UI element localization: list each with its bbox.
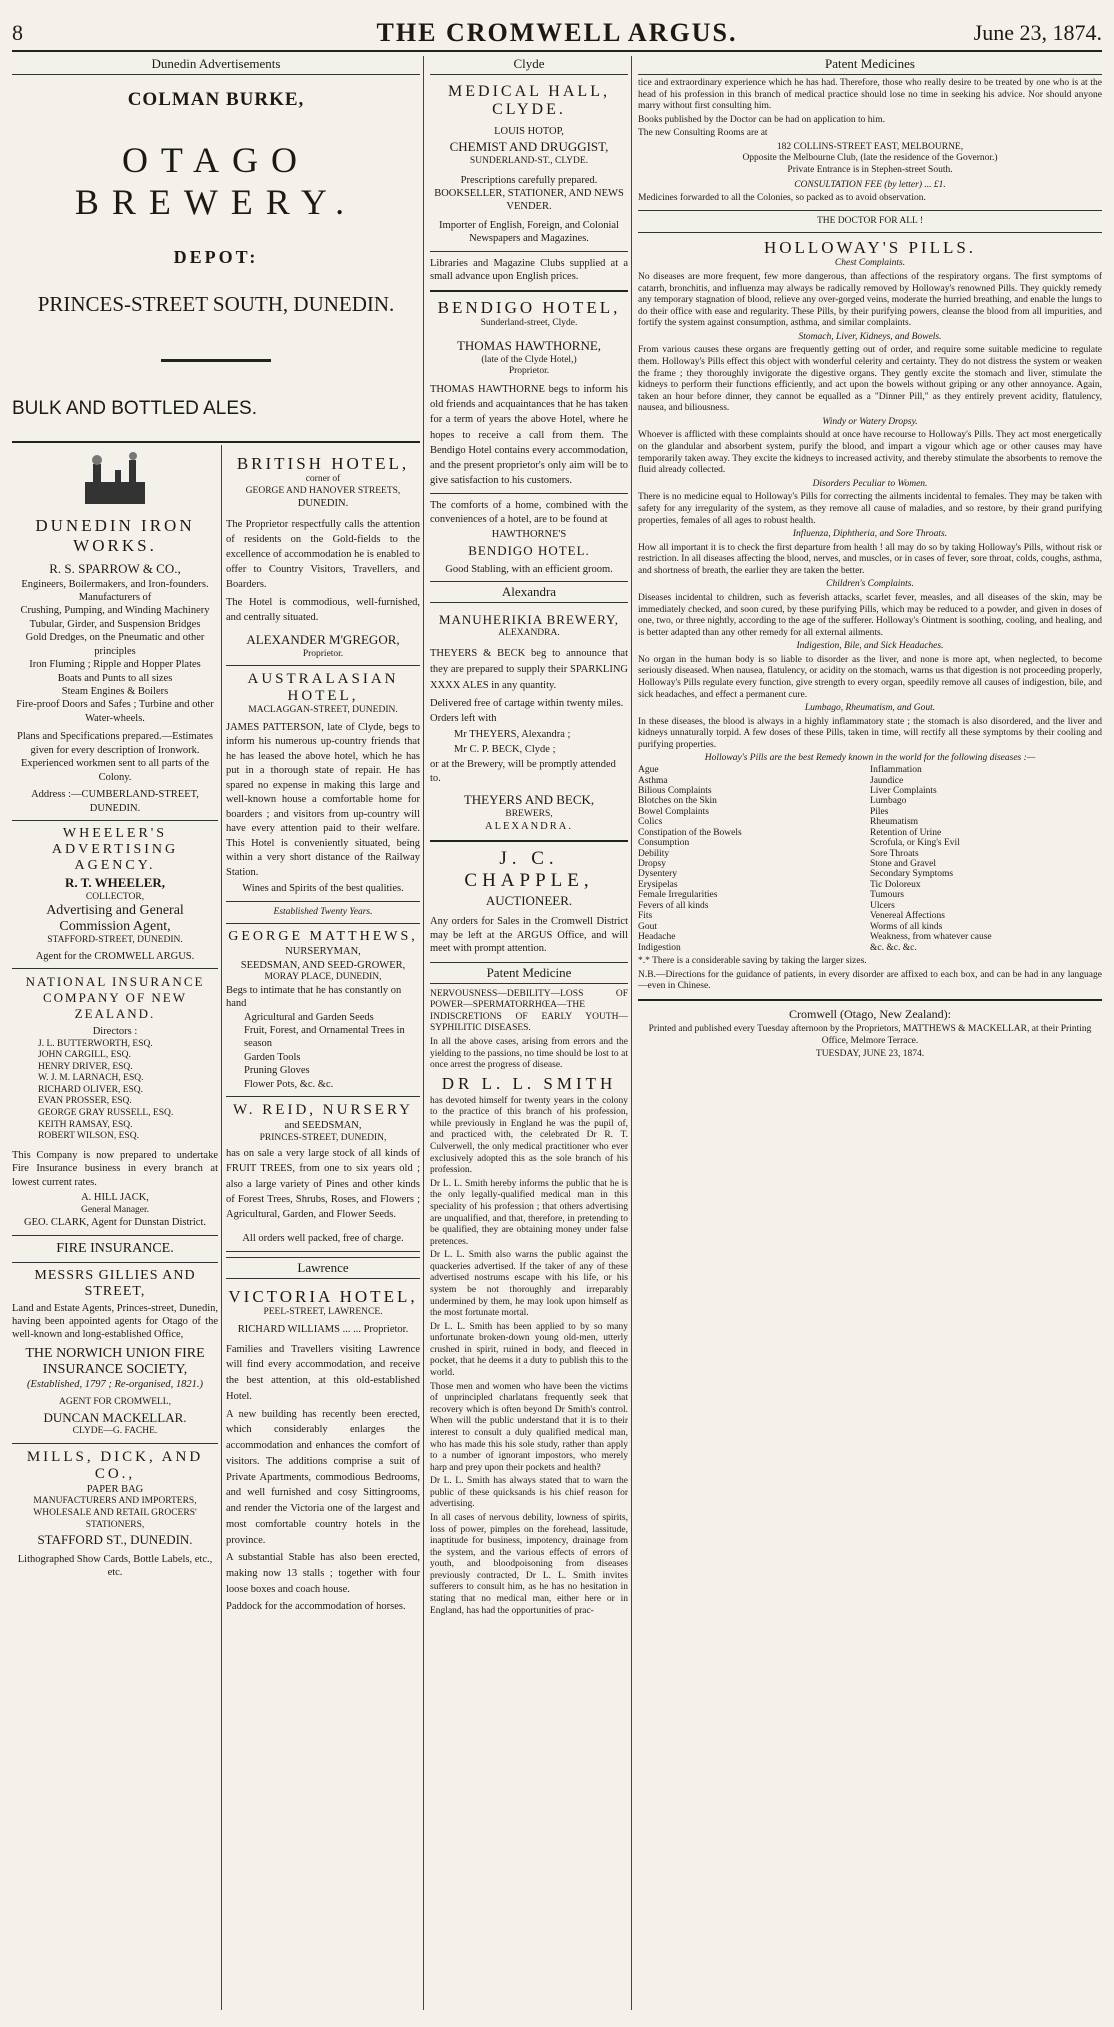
hotop-libraries: Libraries and Magazine Clubs supplied at a small advance upon English prices. (430, 257, 628, 283)
smith-books: Books published by the Doctor can be had on application to him. (638, 114, 885, 125)
bendigo-bh: BENDIGO HOTEL. (468, 542, 590, 558)
holloway-title: HOLLOWAY'S PILLS. (763, 238, 977, 258)
matthews-item: Pruning Gloves (244, 1065, 310, 1077)
theyers-orders: Orders left with (430, 713, 497, 725)
holloway-t4: There is no medicine equal to Holloway's Pills for correcting the ailments incidental to females. They may be taken with safety for any irregularity of the system, as they remove all cause of maladies, and so restore, by their grand purifying properties, females of all ages to robust health. (638, 492, 1102, 526)
otago-brewery-ad (12, 54, 420, 442)
disease-item: Jaundice (870, 775, 904, 786)
bendigo-body: THOMAS HAWTHORNE begs to inform his old friends and acquaintances that he has taken for a term of years the above Hotel, where he hopes to receive a call from them. The Bendigo Hotel contains every accommodation, and the present proprietor's only aim will be to give satisfaction to his customers. (430, 383, 628, 487)
hotop-trade: CHEMIST AND DRUGGIST, (449, 139, 609, 155)
newspaper-title: THE CROMWELL ARGUS. (376, 18, 738, 47)
divider (12, 820, 218, 821)
smith-p4: Dr L. L. Smith has been applied to by so many unfortunate broken-down young old-men, utterly crushed in spirit, ruined in body, and fleeced in pocket, that he deems it a duty to publish this to the world. (430, 1321, 628, 1379)
smith-head: NERVOUSNESS—DEBILITY—LOSS OF POWER—SPERMATORRHŒA—THE INDISCRETIONS OF EARLY YOUTH—SYPHILITIC DISEASES. (430, 988, 628, 1034)
disease-list (638, 765, 1102, 953)
fire-insurance-heading: FIRE INSURANCE. (56, 1240, 174, 1256)
holloway-s2: Stomach, Liver, Kidneys, and Bowels. (798, 331, 942, 342)
disease-item: Weakness, from whatever cause (870, 932, 992, 943)
disease-item: Retention of Urine (870, 827, 942, 838)
wheeler-for: Agent for the CROMWELL ARGUS. (35, 950, 195, 962)
medical-hall-title: MEDICAL HALL, CLYDE. (448, 83, 610, 118)
matthews-item: Flower Pots, &c. &c. (244, 1078, 334, 1090)
bulk-ales: BULK AND BOTTLED ALES. (12, 398, 257, 419)
disease-item: Gout (638, 921, 657, 932)
manuherikia-title: MANUHERIKIA BREWERY, (438, 611, 620, 627)
agent-for-cromwell: AGENT FOR CROMWELL, (59, 1397, 171, 1408)
theyers-sig2: BREWERS, (505, 808, 553, 819)
princes-street: PRINCES-STREET SOUTH, DUNEDIN. (37, 292, 395, 316)
australasian-title: AUSTRALASIAN HOTEL, (247, 671, 399, 705)
page-number: 8 (12, 20, 23, 45)
smith-cont: tice and extraordinary experience which he has had. Therefore, those who really desire to be treated by one who is at the head of his profession in this branch of medical practice should lose no time in seeking his advice. Nor should anyone marry without first consulting him. (638, 78, 1102, 112)
disease-item: Blotches on the Skin (638, 796, 717, 807)
imprint-head: Cromwell (Otago, New Zealand): (789, 1006, 951, 1021)
matthews-item: Fruit, Forest, and Ornamental Trees in season (244, 1024, 405, 1050)
col4-inner (638, 54, 1102, 1061)
divider (430, 493, 628, 494)
disease-list-left (638, 765, 870, 953)
smith-title: DR L. L. SMITH (441, 1073, 617, 1093)
section-heading: Lawrence (226, 1257, 420, 1279)
matthews-items (226, 1011, 420, 1092)
disease-item: Ague (638, 765, 659, 776)
theyers-o2: Mr C. P. BECK, Clyde ; (454, 743, 556, 755)
gillies-title: MESSRS GILLIES AND STREET, (34, 1267, 196, 1299)
column-rule (221, 445, 222, 2010)
theyers-body: THEYERS & BECK beg to announce that they are prepared to supply their SPARKLING XXXX ALES in any quantity. (430, 647, 628, 692)
australasian-street: MACLAGGAN-STREET, DUNEDIN. (248, 705, 398, 716)
australasian-body: JAMES PATTERSON, late of Clyde, begs to inform his numerous up-country friends that he has leased the above hotel, which he has put in a thorough state of repair. He has spared no expense in making this large and well-known house a comfortable home for boarders ; and visitors from up-country will have every attention paid to their welfare. This Hotel is conveniently situated, being within a very short distance of the Railway Station. (226, 721, 420, 878)
wheeler-street: STAFFORD-STREET, DUNEDIN. (47, 935, 183, 946)
iron-line: Boats and Punts to all sizes (57, 672, 173, 684)
disease-item: Tumours (870, 890, 904, 901)
colman-burke: COLMAN BURKE, (127, 89, 305, 110)
holloway-s7: Indigestion, Bile, and Sick Headaches. (796, 641, 944, 652)
imprint-date: TUESDAY, JUNE 23, 1874. (815, 1049, 925, 1060)
masthead (12, 18, 1102, 52)
director: J. L. BUTTERWORTH, ESQ. (38, 1038, 153, 1049)
holloway-s9: Holloway's Pills are the best Remedy known in the world for the following diseases :— (704, 753, 1036, 764)
matthews-est: Established Twenty Years. (273, 906, 373, 917)
smith-private: Private Entrance is in Stephen-street South. (787, 165, 953, 176)
disease-list-right (870, 765, 1102, 953)
gillies-body: Land and Estate Agents, Princes-street, Dunedin, having been appointed agents for Otago of the well-known and long-established Office, (12, 1302, 218, 1341)
divider (12, 968, 218, 969)
matthews-trade2: SEEDSMAN, AND SEED-GROWER, (240, 959, 406, 971)
section-heading: Patent Medicines (638, 54, 1102, 75)
smith-rooms: The new Consulting Rooms are at (638, 128, 768, 139)
section-heading: Alexandra (430, 581, 628, 603)
british-role: Proprietor. (302, 648, 344, 659)
disease-item: Bilious Complaints (638, 785, 712, 796)
disease-item: Inflammation (870, 765, 922, 776)
matthews-title: GEORGE MATTHEWS, (228, 929, 418, 945)
divider (226, 923, 420, 924)
director: HENRY DRIVER, ESQ. (38, 1061, 133, 1072)
divider (430, 290, 628, 292)
holloway-saving: *.* There is a considerable saving by taking the larger sizes. (638, 955, 867, 966)
sparrow: R. S. SPARROW & CO., (49, 561, 181, 576)
divider (226, 1096, 420, 1097)
reid-street: PRINCES-STREET, DUNEDIN, (259, 1132, 387, 1143)
bendigo-comforts: The comforts of a home, combined with the conveniences of a hotel, are to be found at (430, 500, 628, 525)
iron-line: Iron Fluming ; Ripple and Hopper Plates (29, 659, 201, 671)
insurance-title: NATIONAL INSURANCE COMPANY OF NEW ZEALAND. (25, 974, 205, 1022)
iron-line: Crushing, Pumping, and Winding Machinery (20, 605, 210, 617)
column-1 (12, 448, 218, 2008)
smith-p1: has devoted himself for twenty years in the colony to the practice of this branch of his profession, while previously in England he was the pupil of, and practiced with, the celebrated Dr R. T. Culverwell, the only medical practitioner who ever exclusively adopted this as the sole branch of his profession. (430, 1095, 628, 1176)
theyers-sig3: ALEXANDRA. (485, 821, 573, 833)
divider (161, 359, 271, 362)
holloway-t2: From various causes these organs are frequently getting out of order, and require some suitable medicine to regulate them. Holloway's Pills effect this object with wonderful celerity and certainty. They do not distress the system or weaken the frame ; they thoroughly invigorate the digestive organs. They gently excite the stomach and liver, stimulate the kidneys to perform their functions efficiently, and act upon the bowels without griping or any other annoyance. Again, taken an hour before dinner, they cannot be equalled as a "Dinner Pill," as they entirely prevent acidity, flatulency, nausea, and biliousness. (638, 345, 1102, 414)
disease-item: Liver Complaints (870, 785, 937, 796)
director: JOHN CARGILL, ESQ. (38, 1050, 131, 1061)
norwich-est: (Established, 1797 ; Re-organised, 1821.) (26, 1378, 204, 1390)
disease-item: Lumbago (870, 796, 907, 807)
smith-p6: Dr L. L. Smith has always stated that to warn the public of these quicksands is his chief reason for advertising. (430, 1476, 628, 1510)
disease-item: Piles (870, 806, 889, 817)
matthews-intro: Begs to intimate that he has constantly on hand (226, 984, 402, 1010)
disease-item: Fevers of all kinds (638, 900, 709, 911)
insurance-manager-role: General Manager. (80, 1204, 150, 1215)
iron-works-engraving (75, 452, 155, 512)
column-2 (226, 448, 420, 2008)
disease-item: Consumption (638, 838, 690, 849)
holloway-t6: Diseases incidental to children, such as feverish attacks, scarlet fever, measles, and all diseases of the skin, may be immediately checked, and soon cured, by these purifying Pills, which may be reduced to a powder, and given in doses of one, two, or three nightly, according to the age of the sufferer. Holloway's Ointment is soothing, cooling, and healing, and is better adapted than any other remedy for all external ailments. (638, 592, 1102, 638)
disease-item: Rheumatism (870, 817, 919, 828)
iron-line: Gold Dredges, on the Pneumatic and other principles (25, 632, 205, 657)
bendigo-late: (late of the Clyde Hotel,) (481, 354, 577, 365)
disease-item: Erysipelas (638, 879, 678, 890)
disease-item: Constipation of the Bowels (638, 827, 742, 838)
british-p1: The Proprietor respectfully calls the attention of residents on the Gold-fields to the excellence of accommodation he is enabled to offer to Country Visitors, Travellers, and Boarders. (226, 518, 420, 591)
column-rule (423, 56, 424, 2010)
holloway-s5: Influenza, Diphtheria, and Sore Throats. (792, 529, 948, 540)
wheeler-title: WHEELER'S ADVERTISING AGENCY. (51, 825, 179, 873)
smith-p2: Dr L. L. Smith hereby informs the public that he is the only legally-qualified medical man in this speciality of his profession ; that others advertising are unqualified, and that, therefore, in pretending to be qualified, they are obtaining money under false pretences. (430, 1178, 628, 1247)
disease-item: Fits (638, 911, 653, 922)
column-4 (638, 54, 1102, 2010)
mills-litho: Lithographed Show Cards, Bottle Labels, etc., etc. (17, 1553, 213, 1579)
theyers-o3: or at the Brewery, will be promptly attended to. (430, 759, 616, 784)
disease-item: Sore Throats (870, 848, 919, 859)
holloway-s8: Lumbago, Rheumatism, and Gout. (804, 703, 936, 714)
victoria-p4: Paddock for the accommodation of horses. (226, 1600, 406, 1612)
holloway-s1: Chest Complaints. (834, 258, 906, 269)
theyers-sig: THEYERS AND BECK, (463, 792, 595, 808)
iron-trade: Engineers, Boilermakers, and Iron-founders. (21, 578, 209, 590)
iron-line: Steam Engines & Boilers (61, 686, 169, 698)
divider (638, 999, 1102, 1001)
bendigo-street: Sunderland-street, Clyde. (480, 317, 578, 328)
divider (12, 1443, 218, 1444)
smith-p0: In all the above cases, arising from errors and the yielding to the passions, no time should be lost to at once arrest the progress of disease. (430, 1037, 628, 1071)
disease-item: Scrofula, or King's Evil (870, 838, 960, 849)
victoria-street: PEEL-STREET, LAWRENCE. (263, 1306, 383, 1317)
imprint-body: Printed and published every Tuesday afternoon by the Proprietors, MATTHEWS & MACKELLAR, at their Printing Office, Melmore Terrace. (648, 1024, 1092, 1046)
column-rule (631, 56, 632, 2010)
british-streets: GEORGE AND HANOVER STREETS, (245, 485, 401, 496)
otago-brewery-title: OTAGO BREWERY. (74, 140, 358, 222)
disease-item: Asthma (638, 775, 668, 786)
victoria-p3: A substantial Stable has also been erected, making now 13 stalls ; together with four loose boxes and coach house. (226, 1552, 420, 1595)
divider (430, 840, 628, 842)
divider (430, 251, 628, 252)
divider (226, 665, 420, 666)
iron-mfr: Manufacturers of (78, 591, 152, 603)
director: GEORGE GRAY RUSSELL, ESQ. (38, 1108, 174, 1119)
section-heading: Patent Medicine (430, 962, 628, 984)
iron-line: Tubular, Girder, and Suspension Bridges (29, 618, 201, 630)
disease-item: Dysentery (638, 869, 678, 880)
doctor-for-all: THE DOCTOR FOR ALL ! (816, 215, 924, 226)
holloway-t7: No organ in the human body is so liable to disorder as the liver, and none is more apt, when neglected, to become seriously diseased. When nausea, flatulency, or acidity on the stomach, warns us that digestion is not proceeding properly, Holloway's Pills regulate every function, give strength to every organ, speedily remove all causes of indigestion, bile, and sick headaches, and effect a permanent cure. (638, 654, 1102, 700)
clyde-agent: CLYDE—G. FACHE. (72, 1426, 158, 1437)
insurance-notice: This Company is now prepared to undertake Fire Insurance business in every branch at lowest current rates. (12, 1149, 218, 1188)
divider (12, 1235, 218, 1236)
divider (638, 232, 1102, 233)
iron-works-title: DUNEDIN IRON WORKS. (35, 516, 195, 555)
smith-addr1: 182 COLLINS-STREET EAST, MELBOURNE, (776, 141, 964, 152)
bendigo-role: Proprietor. (508, 366, 550, 377)
bendigo-hh: HAWTHORNE'S (491, 529, 567, 541)
theyers-o1: Mr THEYERS, Alexandra ; (454, 728, 571, 740)
reid-title: W. REID, NURSERY (233, 1102, 413, 1119)
wheeler-role: COLLECTOR, (85, 891, 145, 902)
reid-orders: All orders well packed, free of charge. (242, 1233, 404, 1245)
iron-plans: Plans and Specifications prepared.—Estimates given for every description of Ironwork. (17, 731, 213, 756)
matthews-item: Agricultural and Garden Seeds (244, 1011, 374, 1023)
holloway-s6: Children's Complaints. (826, 579, 914, 590)
bendigo-name: THOMAS HAWTHORNE, (456, 338, 602, 354)
holloway-s4: Disorders Peculiar to Women. (812, 478, 928, 489)
chapple-role: AUCTIONEER. (485, 892, 573, 908)
insurance-clark: GEO. CLARK, Agent for Dunstan District. (24, 1217, 206, 1229)
disease-item: Tic Doloreux (870, 879, 921, 890)
manuherikia-town: ALEXANDRA. (498, 628, 560, 639)
mills-title: MILLS, DICK, AND CO., (26, 1448, 204, 1482)
disease-item: Dropsy (638, 859, 666, 869)
victoria-proprietor: RICHARD WILLIAMS ... ... Proprietor. (237, 1324, 409, 1336)
depot-label: DEPOT: (173, 247, 259, 267)
wheeler-name: R. T. WHEELER, (64, 874, 166, 890)
australasian-wines: Wines and Spirits of the best qualities. (242, 883, 404, 895)
disease-item: Venereal Affections (870, 911, 946, 922)
disease-item: Secondary Symptoms (870, 869, 954, 880)
director: EVAN PROSSER, ESQ. (38, 1096, 132, 1107)
british-city: DUNEDIN. (297, 498, 349, 510)
norwich-union: THE NORWICH UNION FIRE INSURANCE SOCIETY, (25, 1345, 205, 1377)
matthews-item: Garden Tools (244, 1051, 301, 1063)
insurance-manager: A. HILL JACK, (81, 1192, 149, 1204)
holloway-t3: Whoever is afflicted with these complaints should at once have recourse to Holloway's Pills. They act most energetically on the glandular and absorbent system, purify the blood, and impart a vigour which age or other causes may have temporarily taken away. They excite the kidneys to increased activity, and thereby stimulate the absorbents to remove the fluid already collected. (638, 430, 1102, 476)
hotop-importer: Importer of English, Foreign, and Colonial Newspapers and Magazines. (439, 219, 619, 245)
holloway-s3: Windy or Watery Dropsy. (822, 416, 918, 427)
disease-item: Bowel Complaints (638, 806, 709, 817)
bendigo-stabling: Good Stabling, with an efficient groom. (445, 564, 613, 576)
holloway-nb: N.B.—Directions for the guidance of patients, in every disorder are affixed to each box, and can be had in any language—even in Chinese. (638, 969, 1102, 992)
disease-item: Debility (638, 848, 670, 859)
iron-line: Fire-proof Doors and Safes ; Turbine and other Water-wheels. (16, 699, 214, 724)
victoria-title: VICTORIA HOTEL, (228, 1286, 418, 1306)
duncan-mackellar: DUNCAN MACKELLAR. (43, 1409, 187, 1425)
disease-item: Ulcers (870, 900, 895, 911)
disease-item: Indigestion (638, 942, 681, 953)
hotop-prescriptions: Prescriptions carefully prepared. (460, 174, 598, 186)
hotop-bookseller: BOOKSELLER, STATIONER, AND NEWS VENDER. (434, 188, 624, 213)
british-hotel-title: BRITISH HOTEL, (236, 454, 410, 473)
british-p2: The Hotel is commodious, well-furnished, and centrally situated. (226, 596, 420, 623)
section-heading: Dunedin Advertisements (12, 54, 420, 75)
smith-addr2: Opposite the Melbourne Club, (late the residence of the Governor.) (742, 153, 998, 164)
disease-item: &c. &c. &c. (870, 942, 917, 953)
matthews-trade1: NURSERYMAN, (285, 946, 361, 958)
director: RICHARD OLIVER, ESQ. (38, 1084, 144, 1095)
directors-label: Directors : (92, 1026, 138, 1038)
reid-body: has on sale a very large stock of all kinds of FRUIT TREES, from one to six years old ; also a large variety of Pines and other kinds of Forest Trees, Shrubs, Roses, and Flowers ; Agricultural, Garden, and Flower Seeds. (226, 1148, 420, 1221)
director: ROBERT WILSON, ESQ. (38, 1131, 139, 1142)
holloway-t8: In these diseases, the blood is always in a highly inflammatory state ; the stomach is also disordered, and the liver and kidneys unnaturally torpid. A few doses of these Pills, taken in time, will rectify all these symptoms by their cooling and purifying properties. (638, 716, 1102, 750)
section-heading: Clyde (430, 54, 628, 75)
wheeler-agent: Advertising and General Commission Agent, (46, 903, 184, 935)
smith-p5: Those men and women who have been the victims of unprincipled charlatans frequently seek that recovery which is often beyond Dr Smith's control. When will the public understand that it is to their interest to consult a duly qualified medical man, who has made this his sole study, rather than apply to a number of ignorant impostors, who merely harp and prey upon their pockets and health? (430, 1381, 628, 1473)
smith-p3: Dr L. L. Smith also warns the public against the quackeries advertised. If the taker of any of these advertised nostrums escape with his life, or his system be not thoroughly and irreparably undermined by them, he may look upon himself as the most fortunate mortal. (430, 1250, 628, 1319)
bendigo-title: BENDIGO HOTEL, (437, 297, 621, 317)
chapple-body: Any orders for Sales in the Cromwell District may be left at the ARGUS Office, and will meet with prompt attention. (430, 916, 628, 955)
mills-mfr: MANUFACTURERS AND IMPORTERS, (33, 1496, 197, 1507)
issue-date: June 23, 1874. (973, 20, 1102, 45)
divider (226, 1251, 420, 1252)
disease-item: Headache (638, 932, 676, 943)
holloway-t1: No diseases are more frequent, few more dangerous, than affections of the respiratory organs. The first symptoms of catarrh, bronchitis, and influenza may always be radically removed by Holloway's renowned Pills. They quickly remedy any temporary stagnation of blood, relieve any over-gorged veins, moderate the hurried breathing, and enable the lungs to do their office with ease and regularity. These Pills, by their purifying powers, cleanse the blood from all impurities, and fortify the system against consumption, asthma, and similar complaints. (638, 271, 1102, 329)
director: W. J. M. LARNACH, ESQ. (38, 1073, 144, 1084)
director: KEITH RAMSAY, ESQ. (38, 1119, 133, 1130)
disease-item: Colics (638, 817, 663, 828)
divider (226, 901, 420, 902)
reid-sub: and SEEDSMAN, (284, 1120, 362, 1132)
british-proprietor: ALEXANDER M'GREGOR, (246, 632, 400, 648)
iron-address: Address :—CUMBERLAND-STREET, DUNEDIN. (31, 789, 199, 814)
theyers-delivered: Delivered free of cartage within twenty miles. (430, 697, 624, 709)
mills-wholesale: WHOLESALE AND RETAIL GROCERS' STATIONERS, (33, 1508, 197, 1530)
disease-item: Female Irregularities (638, 890, 718, 901)
holloway-t5: How all important it is to check the first departure from health ! all may do so by taking Holloway's Pills, without risk or restriction. In all diseases affecting the blood, nerves, and muscles, or in cases of fever, sore throat, colds, coughs, asthma, and shortness of breath, the earlier they are taken the better. (638, 542, 1102, 576)
iron-workmen: Experienced workmen sent to all parts of the Colony. (20, 758, 210, 783)
british-corner: corner of (305, 474, 341, 484)
divider (12, 441, 420, 443)
matthews-street: MORAY PLACE, DUNEDIN, (264, 972, 382, 983)
chapple-title: J. C. CHAPPLE, (464, 847, 594, 891)
divider (12, 1262, 218, 1263)
disease-item: Stone and Gravel (870, 859, 936, 869)
mills-street: STAFFORD ST., DUNEDIN. (37, 1532, 193, 1548)
divider (638, 210, 1102, 211)
smith-p7: In all cases of nervous debility, lowness of spirits, loss of power, pimples on the forehead, lassitude, inaptitude for business, impotency, drainage from the system, and the various effects of errors of youth, and bloodpoisoning from diseases previously contracted, Dr L. L. Smith invites sufferers to consult him, as he has no hesitation in stating that no medical man, either here or in England, has had the opportunities of prac- (430, 1512, 628, 1616)
directors-list (12, 1039, 218, 1143)
hotop-street: SUNDERLAND-ST., CLYDE. (469, 155, 589, 166)
mills-sub: PAPER BAG (86, 1483, 144, 1495)
victoria-p1: Families and Travellers visiting Lawrence will find every accommodation, and receive the best attention, at this old-established Hotel. (226, 1343, 420, 1402)
victoria-p2: A new building has recently been erected, which considerably enlarges the accommodation and enhances the comfort of visitors. The additions comprise a suit of Private Apartments, commodious Bedrooms, and well furnished and cosy Sittingrooms, and render the Victoria one of the largest and most comfortable country hotels in the province. (226, 1408, 420, 1546)
smith-forward: Medicines forwarded to all the Colonies, so packed as to avoid observation. (638, 193, 926, 204)
hotop-name: LOUIS HOTOP, (494, 126, 564, 137)
smith-fee: CONSULTATION FEE (by letter) ... £1. (794, 179, 946, 190)
column-3 (430, 54, 628, 2010)
disease-item: Worms of all kinds (870, 921, 943, 932)
